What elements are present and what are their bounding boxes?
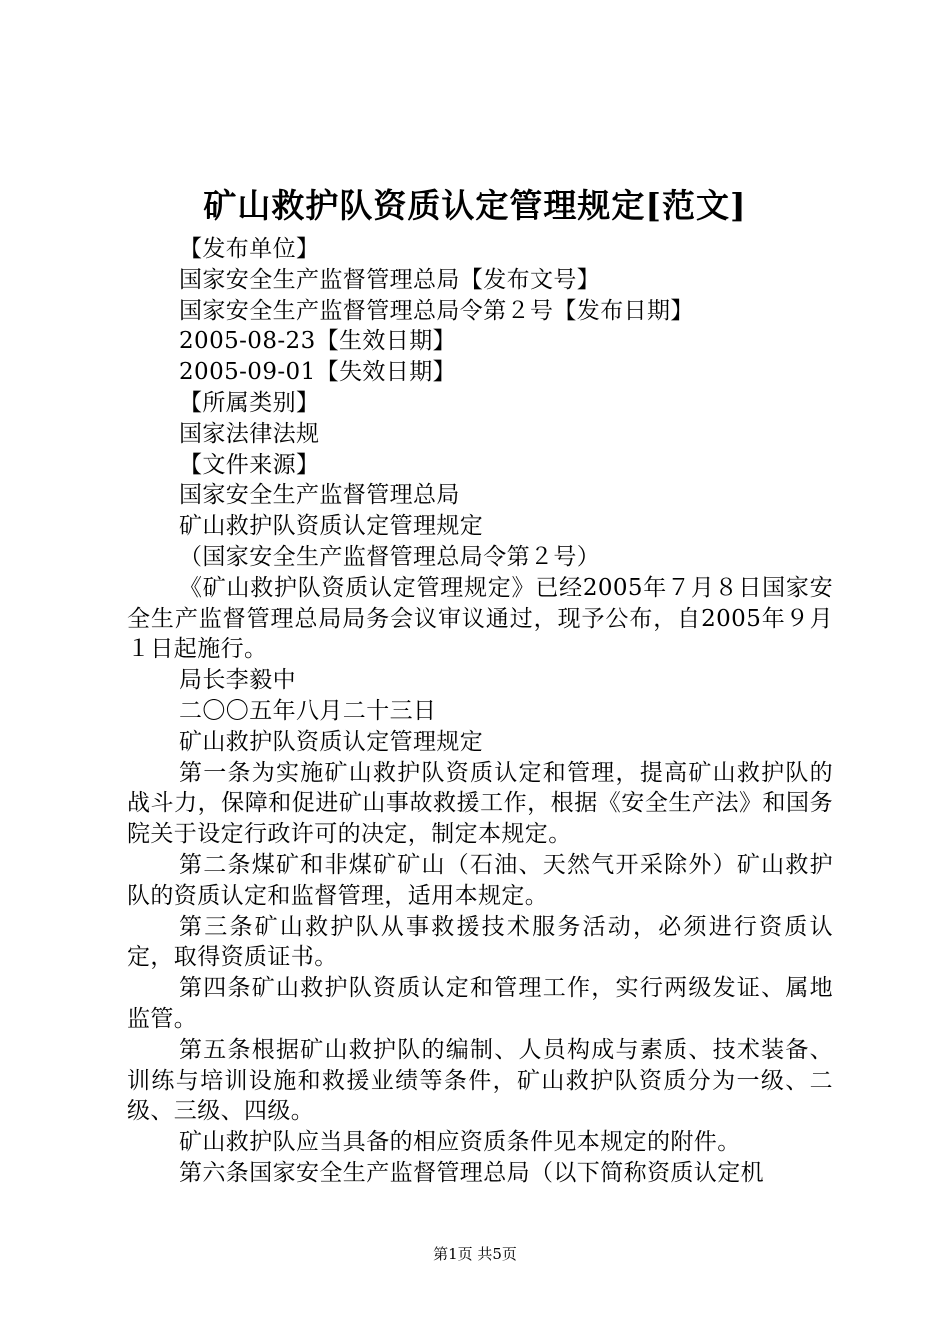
paragraph: 第四条矿山救护队资质认定和管理工作，实行两级发证、属地监管。 bbox=[127, 975, 833, 1032]
paragraph: 矿山救护队资质认定管理规定 bbox=[179, 728, 484, 755]
document-body bbox=[127, 234, 833, 1189]
document-title: 矿山救护队资质认定管理规定[范文] bbox=[203, 186, 747, 225]
page-footer: 第1页 共5页 bbox=[433, 1245, 517, 1263]
paragraph: 【所属类别】 bbox=[179, 389, 320, 416]
paragraph: 《矿山救护队资质认定管理规定》已经2005年７月８日国家安全生产监督管理总局局务会议审议通过，现予公布，自2005年９月１日起施行。 bbox=[127, 574, 833, 663]
paragraph: 第二条煤矿和非煤矿矿山（石油、天然气开采除外）矿山救护队的资质认定和监督管理，适用本规定。 bbox=[127, 851, 833, 909]
paragraph: 国家安全生产监督管理总局令第２号【发布日期】 bbox=[179, 297, 694, 324]
paragraph: 2005-08-23【生效日期】 bbox=[179, 328, 457, 355]
paragraph: 二〇〇五年八月二十三日 bbox=[179, 697, 437, 724]
paragraph: （国家安全生产监督管理总局令第２号） bbox=[179, 543, 601, 570]
paragraph: 第六条国家安全生产监督管理总局（以下简称资质认定机 bbox=[179, 1159, 764, 1186]
paragraph: 第三条矿山救护队从事救援技术服务活动，必须进行资质认定，取得资质证书。 bbox=[127, 913, 833, 971]
paragraph: 【发布单位】 bbox=[179, 236, 320, 262]
paragraph: 矿山救护队资质认定管理规定 bbox=[179, 513, 484, 540]
paragraph: 局长李毅中 bbox=[179, 667, 296, 694]
paragraph: 2005-09-01【失效日期】 bbox=[179, 359, 457, 386]
paragraph: 第一条为实施矿山救护队资质认定和管理，提高矿山救护队的战斗力，保障和促进矿山事故救援工作，根据《安全生产法》和国务院关于设定行政许可的决定，制定本规定。 bbox=[127, 759, 833, 848]
paragraph: 国家安全生产监督管理总局【发布文号】 bbox=[179, 266, 601, 293]
paragraph: 第五条根据矿山救护队的编制、人员构成与素质、技术装备、训练与培训设施和救援业绩等条件，矿山救护队资质分为一级、二级、三级、四级。 bbox=[127, 1036, 833, 1125]
paragraph: 国家法律法规 bbox=[179, 420, 320, 447]
paragraph: 【文件来源】 bbox=[179, 451, 320, 478]
paragraph: 国家安全生产监督管理总局 bbox=[179, 482, 460, 509]
paragraph: 矿山救护队应当具备的相应资质条件见本规定的附件。 bbox=[179, 1129, 741, 1156]
